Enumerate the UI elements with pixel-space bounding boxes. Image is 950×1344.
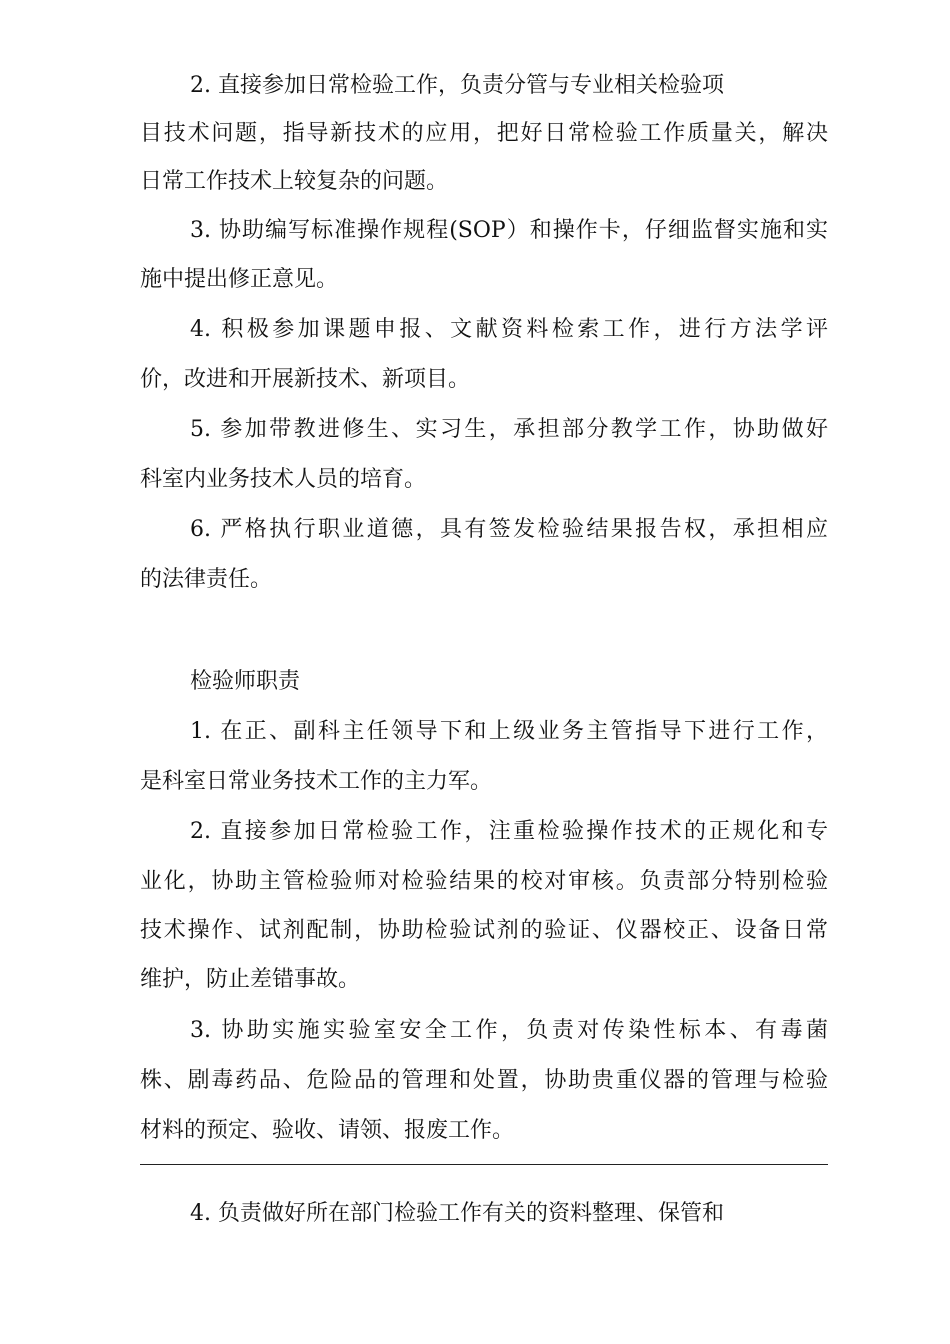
text-line: 2. 直接参加日常检验工作，负责分管与专业相关检验项	[190, 73, 724, 98]
text-line: 价，改进和开展新技术、新项目。	[140, 367, 471, 392]
text-line: 5. 参加带教进修生、实习生，承担部分教学工作，协助做好	[190, 417, 828, 442]
text-line: 科室内业务技术人员的培育。	[140, 467, 427, 492]
section-heading: 检验师职责	[190, 669, 301, 694]
text-line: 是科室日常业务技术工作的主力军。	[140, 769, 493, 794]
text-line: 业化，协助主管检验师对检验结果的校对审核。负责部分特别检验	[140, 869, 828, 894]
text-line: 3. 协助实施实验室安全工作，负责对传染性标本、有毒菌	[190, 1018, 828, 1043]
text-line: 4. 负责做好所在部门检验工作有关的资料整理、保管和	[190, 1201, 724, 1226]
text-line: 4. 积极参加课题申报、文献资料检索工作，进行方法学评	[190, 317, 828, 342]
text-line: 2. 直接参加日常检验工作，注重检验操作技术的正规化和专	[190, 819, 828, 844]
text-line: 6. 严格执行职业道德，具有签发检验结果报告权，承担相应	[190, 517, 828, 542]
text-line: 3. 协助编写标准操作规程(SOP）和操作卡，仔细监督实施和实	[190, 218, 828, 243]
text-line: 1. 在正、副科主任领导下和上级业务主管指导下进行工作，	[190, 719, 828, 744]
text-line: 日常工作技术上较复杂的问题。	[140, 169, 449, 194]
text-line: 株、剧毒药品、危险品的管理和处置，协助贵重仪器的管理与检验	[140, 1068, 828, 1093]
text-line: 的法律责任。	[140, 567, 273, 592]
text-line: 施中提出修正意见。	[140, 267, 339, 292]
text-line: 维护，防止差错事故。	[140, 967, 361, 992]
text-line: 材料的预定、验收、请领、报废工作。	[140, 1118, 515, 1143]
page-divider	[140, 1164, 828, 1165]
text-line: 技术操作、试剂配制，协助检验试剂的验证、仪器校正、设备日常	[140, 918, 828, 943]
text-line: 目技术问题，指导新技术的应用，把好日常检验工作质量关，解决	[140, 121, 828, 146]
